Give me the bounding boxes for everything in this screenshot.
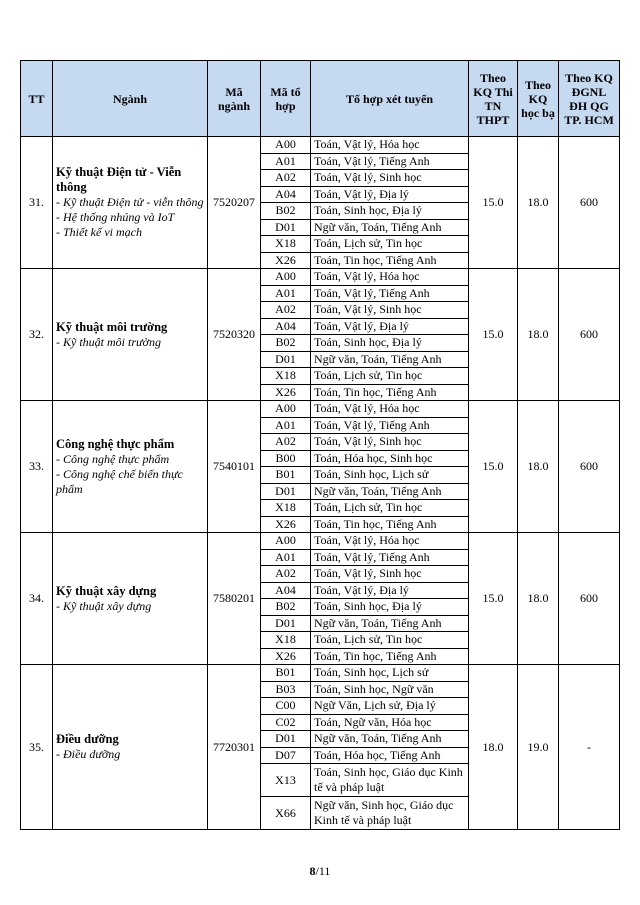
combo-code: C00 — [261, 698, 311, 715]
combo-subjects: Toán, Tin học, Tiếng Anh — [311, 384, 469, 401]
combo-subjects: Toán, Sinh học, Lịch sử — [311, 467, 469, 484]
combo-subjects: Toán, Vật lý, Sinh học — [311, 302, 469, 319]
combo-code: D01 — [261, 219, 311, 236]
admission-table — [20, 60, 620, 830]
major-cell — [53, 269, 208, 401]
combo-subjects: Toán, Hóa học, Tiếng Anh — [311, 747, 469, 764]
score-hocba: 18.0 — [518, 401, 559, 533]
combo-subjects: Ngữ văn, Toán, Tiếng Anh — [311, 483, 469, 500]
major-name: Kỹ thuật môi trường — [56, 319, 168, 334]
combo-subjects: Ngữ văn, Toán, Tiếng Anh — [311, 351, 469, 368]
combo-subjects: Toán, Sinh học, Địa lý — [311, 599, 469, 616]
header-kq-hoc-ba: Theo KQ học bạ — [518, 61, 559, 137]
row-number: 33. — [21, 401, 53, 533]
combo-code: D07 — [261, 747, 311, 764]
header-ma-to-hop: Mã tổ hợp — [261, 61, 311, 137]
score-thpt: 18.0 — [469, 665, 518, 830]
combo-code: A04 — [261, 582, 311, 599]
major-name: Kỹ thuật xây dựng — [56, 583, 157, 598]
table-row — [21, 137, 620, 154]
combo-code: B02 — [261, 203, 311, 220]
combo-subjects: Toán, Lịch sử, Tin học — [311, 236, 469, 253]
combo-subjects: Toán, Vật lý, Hóa học — [311, 533, 469, 550]
combo-code: A01 — [261, 153, 311, 170]
table-row — [21, 533, 620, 550]
combo-code: A01 — [261, 417, 311, 434]
combo-code: A02 — [261, 170, 311, 187]
combo-subjects: Toán, Vật lý, Hóa học — [311, 401, 469, 418]
header-ma-nganh: Mã ngành — [208, 61, 261, 137]
major-cell — [53, 533, 208, 665]
score-hocba: 18.0 — [518, 137, 559, 269]
combo-code: B00 — [261, 450, 311, 467]
specialization: - Hệ thống nhúng và IoT — [56, 210, 175, 224]
combo-subjects: Toán, Vật lý, Địa lý — [311, 318, 469, 335]
combo-code: X18 — [261, 368, 311, 385]
row-number: 35. — [21, 665, 53, 830]
combo-code: A04 — [261, 186, 311, 203]
major-code: 7580201 — [208, 533, 261, 665]
combo-subjects: Toán, Tin học, Tiếng Anh — [311, 516, 469, 533]
combo-code: X26 — [261, 384, 311, 401]
major-name: Điều dưỡng — [56, 732, 119, 746]
combo-code: X26 — [261, 516, 311, 533]
combo-subjects: Toán, Sinh học, Địa lý — [311, 203, 469, 220]
combo-subjects: Ngữ Văn, Lịch sử, Địa lý — [311, 698, 469, 715]
combo-code: X26 — [261, 648, 311, 665]
combo-subjects: Toán, Vật lý, Địa lý — [311, 582, 469, 599]
combo-subjects: Toán, Vật lý, Hóa học — [311, 137, 469, 154]
combo-subjects: Toán, Vật lý, Địa lý — [311, 186, 469, 203]
major-cell — [53, 401, 208, 533]
combo-code: D01 — [261, 731, 311, 748]
header-tt: TT — [21, 61, 53, 137]
header-row — [21, 61, 620, 137]
combo-code: B03 — [261, 681, 311, 698]
combo-subjects: Toán, Lịch sử, Tin học — [311, 632, 469, 649]
combo-subjects: Ngữ văn, Sinh học, Giáo dục Kinh tế và pháp luật — [311, 797, 469, 830]
combo-subjects: Toán, Hóa học, Sinh học — [311, 450, 469, 467]
score-thpt: 15.0 — [469, 137, 518, 269]
combo-code: A02 — [261, 566, 311, 583]
combo-subjects: Toán, Vật lý, Sinh học — [311, 170, 469, 187]
combo-subjects: Toán, Sinh học, Giáo dục Kinh tế và pháp luật — [311, 764, 469, 797]
combo-subjects: Toán, Vật lý, Tiếng Anh — [311, 153, 469, 170]
combo-code: A00 — [261, 269, 311, 286]
score-dgnl: 600 — [559, 401, 620, 533]
combo-subjects: Toán, Lịch sử, Tin học — [311, 500, 469, 517]
row-number: 32. — [21, 269, 53, 401]
specialization: - Công nghệ thực phẩm — [56, 451, 170, 466]
major-name: Công nghệ thực phẩm — [56, 436, 175, 451]
combo-code: D01 — [261, 351, 311, 368]
combo-subjects: Ngữ văn, Toán, Tiếng Anh — [311, 731, 469, 748]
specialization: - Kỹ thuật Điện tử - viễn thông — [56, 195, 204, 209]
combo-code: D01 — [261, 615, 311, 632]
table-row — [21, 401, 620, 418]
specialization: - Thiết kế vi mạch — [56, 225, 142, 239]
combo-code: A00 — [261, 401, 311, 418]
combo-subjects: Toán, Vật lý, Hóa học — [311, 269, 469, 286]
score-dgnl: 600 — [559, 533, 620, 665]
combo-code: A02 — [261, 434, 311, 451]
combo-code: X66 — [261, 797, 311, 830]
combo-code: A02 — [261, 302, 311, 319]
table-body — [21, 137, 620, 830]
score-thpt: 15.0 — [469, 533, 518, 665]
table-row — [21, 665, 620, 682]
combo-code: A01 — [261, 285, 311, 302]
combo-code: B01 — [261, 665, 311, 682]
combo-subjects: Toán, Sinh học, Lịch sử — [311, 665, 469, 682]
combo-subjects: Toán, Lịch sử, Tin học — [311, 368, 469, 385]
table-row — [21, 269, 620, 286]
combo-subjects: Toán, Vật lý, Sinh học — [311, 566, 469, 583]
header-nganh: Ngành — [53, 61, 208, 137]
combo-code: A04 — [261, 318, 311, 335]
score-hocba: 18.0 — [518, 269, 559, 401]
combo-subjects: Ngữ văn, Toán, Tiếng Anh — [311, 615, 469, 632]
combo-code: X26 — [261, 252, 311, 269]
combo-subjects: Toán, Ngữ văn, Hóa học — [311, 714, 469, 731]
combo-code: C02 — [261, 714, 311, 731]
combo-code: X18 — [261, 500, 311, 517]
score-thpt: 15.0 — [469, 269, 518, 401]
combo-subjects: Ngữ văn, Toán, Tiếng Anh — [311, 219, 469, 236]
combo-subjects: Toán, Vật lý, Tiếng Anh — [311, 285, 469, 302]
combo-code: X13 — [261, 764, 311, 797]
specialization: - Kỹ thuật xây dựng — [56, 598, 152, 613]
page-total: /11 — [315, 864, 331, 878]
major-code: 7520320 — [208, 269, 261, 401]
combo-subjects: Toán, Vật lý, Sinh học — [311, 434, 469, 451]
major-cell — [53, 137, 208, 269]
combo-subjects: Toán, Sinh học, Ngữ văn — [311, 681, 469, 698]
score-hocba: 18.0 — [518, 533, 559, 665]
major-cell — [53, 665, 208, 830]
header-kq-dgnl: Theo KQ ĐGNL ĐH QG TP. HCM — [559, 61, 620, 137]
major-code: 7720301 — [208, 665, 261, 830]
score-thpt: 15.0 — [469, 401, 518, 533]
combo-subjects: Toán, Vật lý, Tiếng Anh — [311, 549, 469, 566]
score-dgnl: 600 — [559, 137, 620, 269]
specialization: - Điều dưỡng — [56, 747, 121, 761]
specialization: - Công nghệ chế biến thực phẩm — [56, 466, 183, 496]
major-code: 7520207 — [208, 137, 261, 269]
combo-code: B02 — [261, 599, 311, 616]
combo-subjects: Toán, Tin học, Tiếng Anh — [311, 648, 469, 665]
combo-subjects: Toán, Tin học, Tiếng Anh — [311, 252, 469, 269]
combo-code: A00 — [261, 137, 311, 154]
combo-code: X18 — [261, 632, 311, 649]
major-code: 7540101 — [208, 401, 261, 533]
row-number: 34. — [21, 533, 53, 665]
header-to-hop: Tổ hợp xét tuyển — [311, 61, 469, 137]
combo-subjects: Toán, Sinh học, Địa lý — [311, 335, 469, 352]
combo-code: X18 — [261, 236, 311, 253]
score-dgnl: 600 — [559, 269, 620, 401]
combo-code: A00 — [261, 533, 311, 550]
score-dgnl: - — [559, 665, 620, 830]
combo-code: A01 — [261, 549, 311, 566]
combo-code: B02 — [261, 335, 311, 352]
page-current: 8 — [309, 864, 316, 878]
specialization: - Kỹ thuật môi trường — [56, 334, 161, 349]
major-name: Kỹ thuật Điện tử - Viễn thông — [56, 165, 182, 194]
score-hocba: 19.0 — [518, 665, 559, 830]
combo-code: D01 — [261, 483, 311, 500]
page-number — [0, 864, 640, 879]
combo-subjects: Toán, Vật lý, Tiếng Anh — [311, 417, 469, 434]
row-number: 31. — [21, 137, 53, 269]
header-kq-thpt: Theo KQ Thi TN THPT — [469, 61, 518, 137]
combo-code: B01 — [261, 467, 311, 484]
